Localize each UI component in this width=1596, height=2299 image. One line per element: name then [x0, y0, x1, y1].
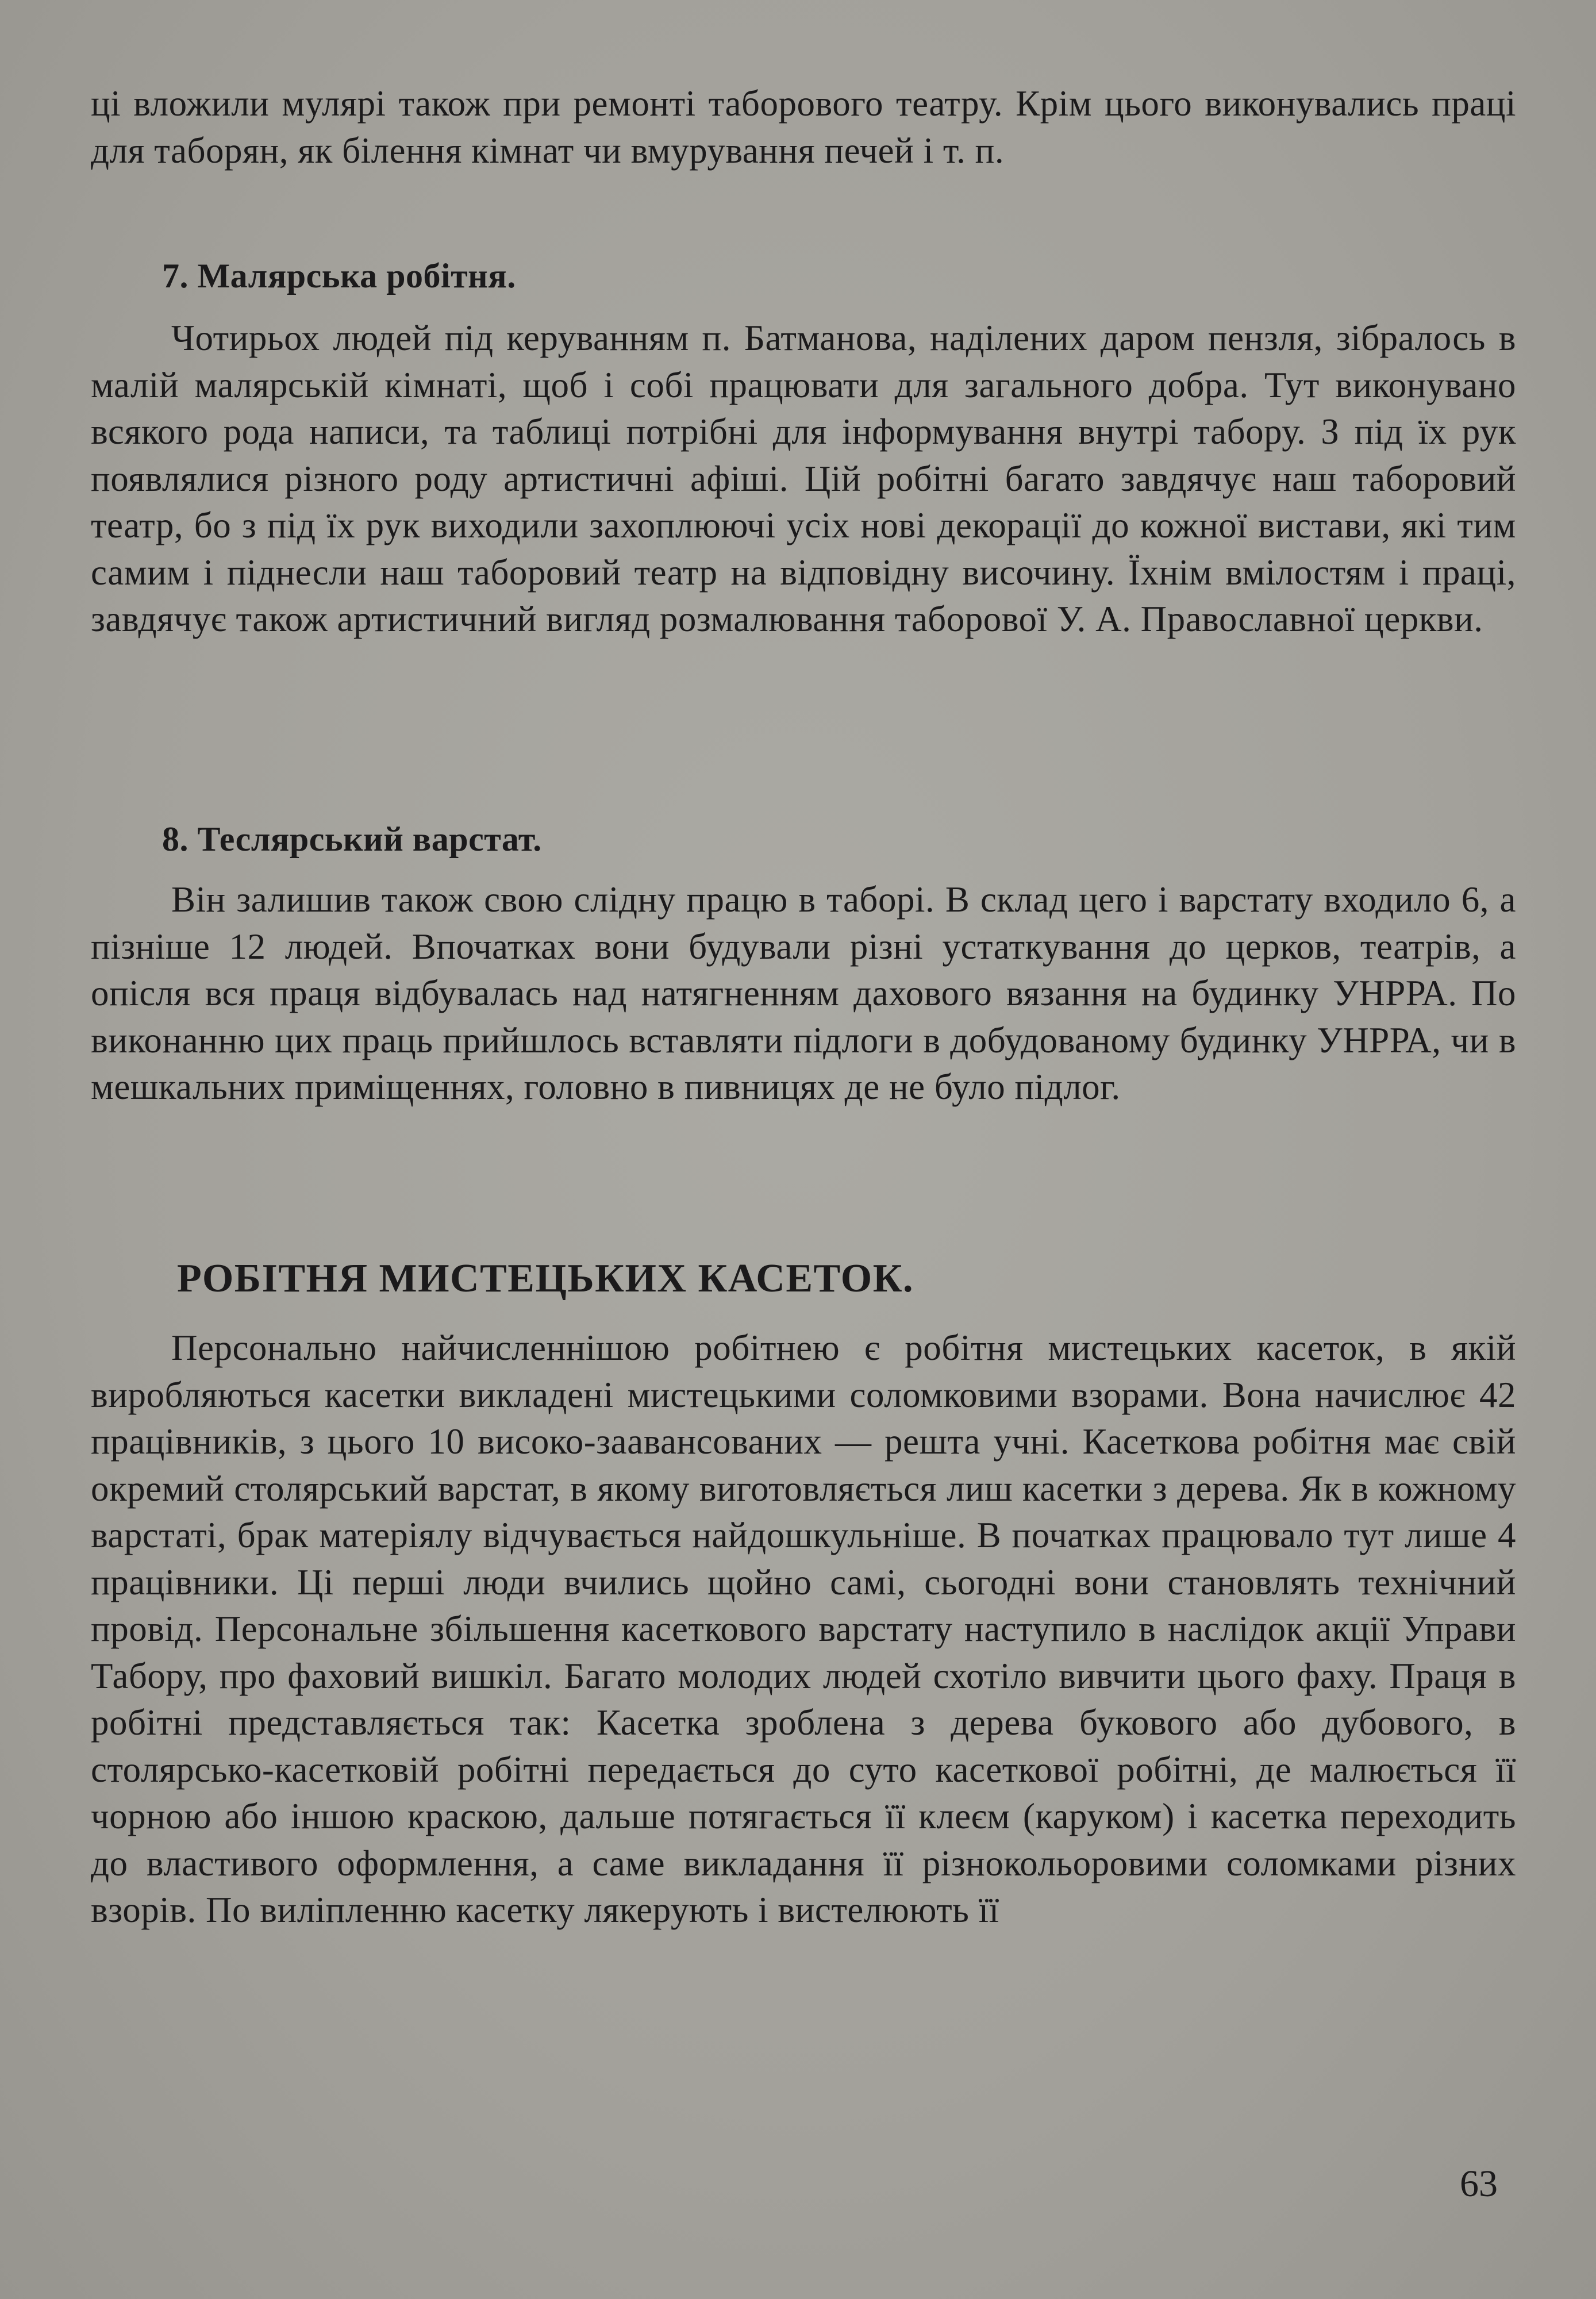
art-caskets-paragraph	[91, 1325, 1516, 1934]
section-heading-carpentry-shop: 8. Теслярський варстат.	[162, 820, 542, 858]
painting-workshop-text: Чотирьох людей під керуванням п. Батманова, наділених даром пензля, зібралось в малій малярській кімнаті, щоб і собі працювати для загального добра. Тут виконувано всякого рода написи, та таблиці потрібні для інформування внутрі табору. З під їх рук появлялися різного роду артистичні афіші. Цій робітні багато завдячує наш таборовий театр, бо з під їх рук виходили захоплюючі усіх нові декорації до кожної вистави, які тим самим і піднесли наш таборовий театр на відповідну височину. Їхнім вмілостям і праці, завдячує також артистичний вигляд розмалювання таборової У. А. Православної церкви.	[91, 318, 1516, 639]
page-number: 63	[1460, 2163, 1498, 2205]
carpentry-shop-text: Він залишив також свою слідну працю в таборі. В склад цего і варстату входило 6, а пізніше 12 людей. Впочатках вони будували різні устаткування до церков, театрів, а опісля вся праця відбувалась над натягненням дахового вязання на будинку УНРРА. По виконанню цих праць прийшлось вставляти підлоги в добудованому будинку УНРРА, чи в мешкальних приміщеннях, головно в пивницях де не було підлог.	[91, 879, 1516, 1107]
intro-paragraph	[91, 80, 1516, 174]
section-heading-painting-workshop: 7. Малярська робітня.	[162, 257, 516, 295]
intro-text: ці вложили мулярі також при ремонті таборового театру. Крім цього виконувались праці для таборян, як білення кімнат чи вмурування печей і т. п.	[91, 83, 1516, 171]
chapter-heading-art-caskets: РОБІТНЯ МИСТЕЦЬКИХ КАСЕТОК.	[177, 1256, 914, 1301]
art-caskets-text: Персонально найчисленнішою робітнею є робітня мистецьких касеток, в якій виробляються касетки викладені мистецькими соломковими взорами. Вона начислює 42 працівників, з цього 10 високо-заавансованих — решта учні. Касеткова робітня має свій окремий столярський варстат, в якому виготовляється лиш касетки з дерева. Як в кожному варстаті, брак матеріялу відчувається найдошкульніше. В початках працювало тут лише 4 працівники. Ці перші люди вчились щойно самі, сьогодні вони становлять технічний провід. Персональне збільшення касеткового варстату наступило в наслідок акції Управи Табору, про фаховий вишкіл. Багато молодих людей схотіло вивчити цього фаху. Праця в робітні представляється так: Касетка зроблена з дерева букового або дубового, в столярсько-касетковій робітні передається до суто касеткової робітні, де малюється її чорною або іншою краскою, дальше потягається її клеєм (каруком) і касетка переходить до властивого оформлення, а саме викладання її різнокольоровими соломками різних взорів. По виліпленню касетку лякерують і вистелюють її	[91, 1328, 1516, 1930]
carpentry-shop-paragraph	[91, 876, 1516, 1111]
painting-workshop-paragraph	[91, 315, 1516, 643]
